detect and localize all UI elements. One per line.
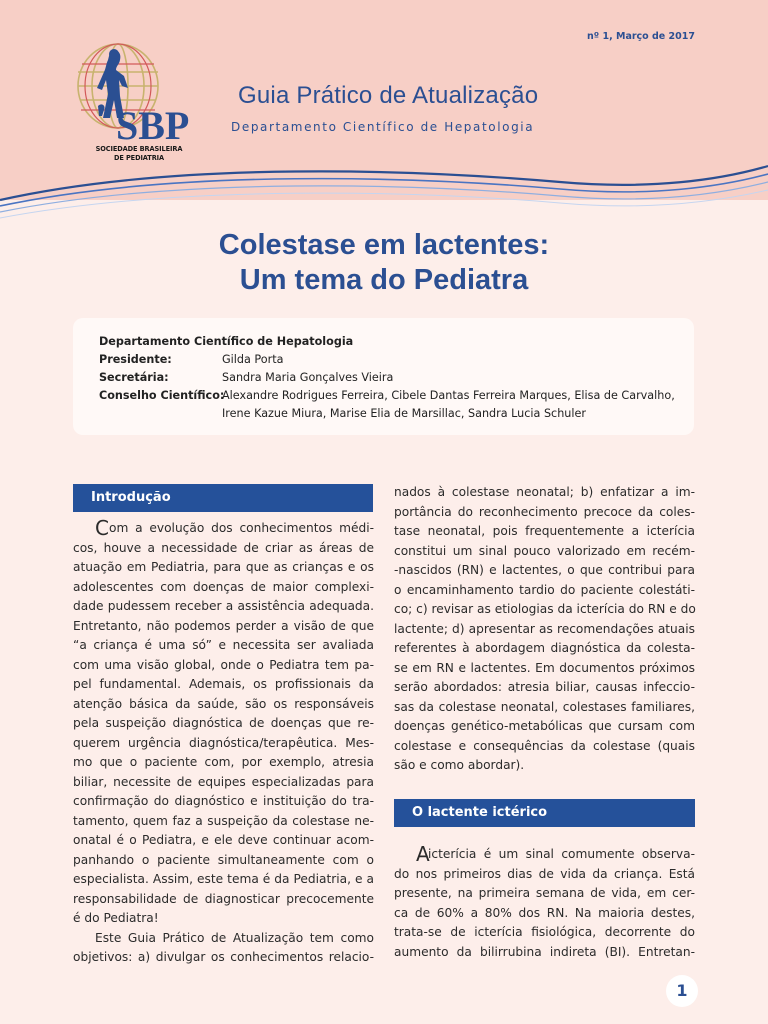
issue-date: nº 1, Março de 2017	[587, 31, 695, 42]
paragraph-line: querem urgência diagnóstica/terapêutica. Mes-	[73, 735, 374, 750]
paragraph-line: atuação em Pediatria, para que as crianças e os	[73, 560, 374, 574]
paragraph-line: nados à colestase neonatal; b) enfatizar a im-	[394, 485, 695, 499]
paragraph-line: C om a evolução dos conhecimentos médi-	[95, 516, 374, 540]
page-number: 1	[666, 975, 698, 1007]
paragraph-line: tase neonatal, pois frequentemente a icterícia	[394, 524, 695, 538]
paragraph-line: colestase e consequências da colestase (quais	[394, 738, 695, 753]
paragraph-line: se em RN e lactentes. Em documentos próximos	[394, 660, 695, 675]
info-row-secretary: Secretária: Sandra Maria Gonçalves Vieira	[99, 371, 394, 384]
paragraph-line: -nascidos (RN) e lactentes, o que contribui para	[394, 563, 695, 577]
info-row-council: Conselho Científico: Alexandre Rodrigues Ferreira, Cibele Dantas Ferreira Marques, Elisa de Carvalho,	[99, 389, 675, 402]
guide-title: Guia Prático de Atualização	[238, 82, 539, 109]
paragraph-line: trata-se de icterícia fisiológica, decorrente do	[394, 925, 695, 939]
paragraph-line: panhando o paciente simultaneamente com o	[73, 852, 374, 867]
paragraph-line: cos, houve a necessidade de criar as áreas de	[73, 540, 374, 555]
info-row-president: Presidente: Gilda Porta	[99, 353, 284, 366]
department-name: Departamento Científico de Hepatologia	[99, 335, 354, 348]
paragraph-line: serão abordados: atresia biliar, causas infeccio-	[394, 680, 695, 694]
paragraph-line: referentes à abordagem diagnóstica da colesta-	[394, 641, 695, 655]
right-column-text-top	[394, 483, 695, 776]
paragraph-line: pela suspeição diagnóstica de doenças que re-	[73, 716, 374, 730]
paragraph-line: Este Guia Prático de Atualização tem como	[95, 930, 374, 945]
paragraph-line: são e como abordar).	[394, 758, 525, 772]
paragraph-line: confirmação do diagnóstico e instituição do tra-	[73, 794, 374, 808]
paragraph-line: dade pudessem receber a assistência adequada.	[73, 599, 374, 613]
logo-caption: SOCIEDADE BRASILEIRA DE PEDIATRIA	[95, 145, 183, 162]
paragraph-line: onatal é o Pediatra, e ele deve continuar acom-	[73, 833, 374, 847]
paragraph-line: objetivos: a) divulgar os conhecimentos relacio-	[73, 950, 374, 964]
section-header-lactente-icterico: O lactente ictérico	[394, 799, 695, 827]
left-column-text	[73, 516, 374, 968]
paragraph-line: responsabilidade de diagnosticar precocemente	[73, 891, 374, 906]
paragraph-line: atenção básica da saúde, são os responsáveis	[73, 696, 374, 711]
paragraph-line: A icterícia é um sinal comumente observa-	[416, 842, 695, 866]
paragraph-line: mo que o paciente com, por exemplo, atresia	[73, 755, 374, 769]
paragraph-line: aumento da bilirrubina indireta (BI). Entretan-	[394, 944, 695, 959]
paragraph-line: com uma visão global, onde o Pediatra tem pa-	[73, 657, 374, 672]
paragraph-line: presente, na primeira semana de vida, em cer-	[394, 886, 695, 900]
paragraph-line: biliar, necessite de equipes especializadas para	[73, 774, 374, 789]
paragraph-line: lactente; d) apresentar as recomendações atuais	[394, 621, 695, 636]
paragraph-line: portância do reconhecimento precoce da coles-	[394, 504, 695, 519]
paragraph-line: sas da colestase neonatal, colestases familiares,	[394, 699, 695, 714]
right-column-text-bottom	[394, 842, 695, 962]
paragraph-line: constitui um sinal pouco valorizado em recém-	[394, 543, 695, 558]
paragraph-line: tamento, quem faz a suspeição da colestase ne-	[73, 813, 374, 828]
document-title-line-2: Um tema do Pediatra	[239, 264, 529, 296]
dropcap-letter: C	[95, 516, 109, 540]
section-header-introducao: Introdução	[73, 484, 373, 512]
paragraph-line: co; c) revisar as etiologias da icterícia do RN e do	[394, 602, 696, 616]
paragraph-line: doenças genético-metabólicas que cursam com	[394, 719, 695, 733]
paragraph-line: Entretanto, não podemos perder a visão de que	[73, 618, 374, 633]
paragraph-line: o encaminhamento tardio do paciente colestáti-	[394, 582, 695, 597]
document-title	[0, 228, 768, 298]
dropcap-letter: A	[416, 842, 430, 866]
paragraph-line: é do Pediatra!	[73, 911, 159, 925]
authors-box: Departamento Científico de Hepatologia Presidente: Gilda Porta Secretária: Sandra Maria Gonçalves Vieira Conselho Científico: Alexandre Rodrigues Ferreira, Cibele Dantas Ferreira Marques, Elisa de Carvalho, Irene Kazue Miura, Marise Elia de Marsillac, Sandra Lucia Schuler	[73, 318, 694, 435]
guide-subtitle: Departamento Científico de Hepatologia	[231, 120, 535, 134]
paragraph-line: do nos primeiros dias de vida da criança. Está	[394, 866, 695, 881]
paragraph-line: pel fundamental. Ademais, os profissionais da	[73, 677, 374, 691]
paragraph-line: adolescentes com doenças de maior complexi-	[73, 579, 374, 594]
paragraph-line: ca de 60% a 80% dos RN. Na maioria destes,	[394, 905, 695, 920]
document-title-line-1: Colestase em lactentes:	[218, 229, 550, 261]
sbp-logo-text: SBP	[116, 103, 190, 148]
paragraph-line: especialista. Assim, este tema é da Pediatria, e a	[73, 872, 374, 886]
paragraph-line: “a criança é uma só” e necessita ser avaliada	[73, 638, 374, 652]
